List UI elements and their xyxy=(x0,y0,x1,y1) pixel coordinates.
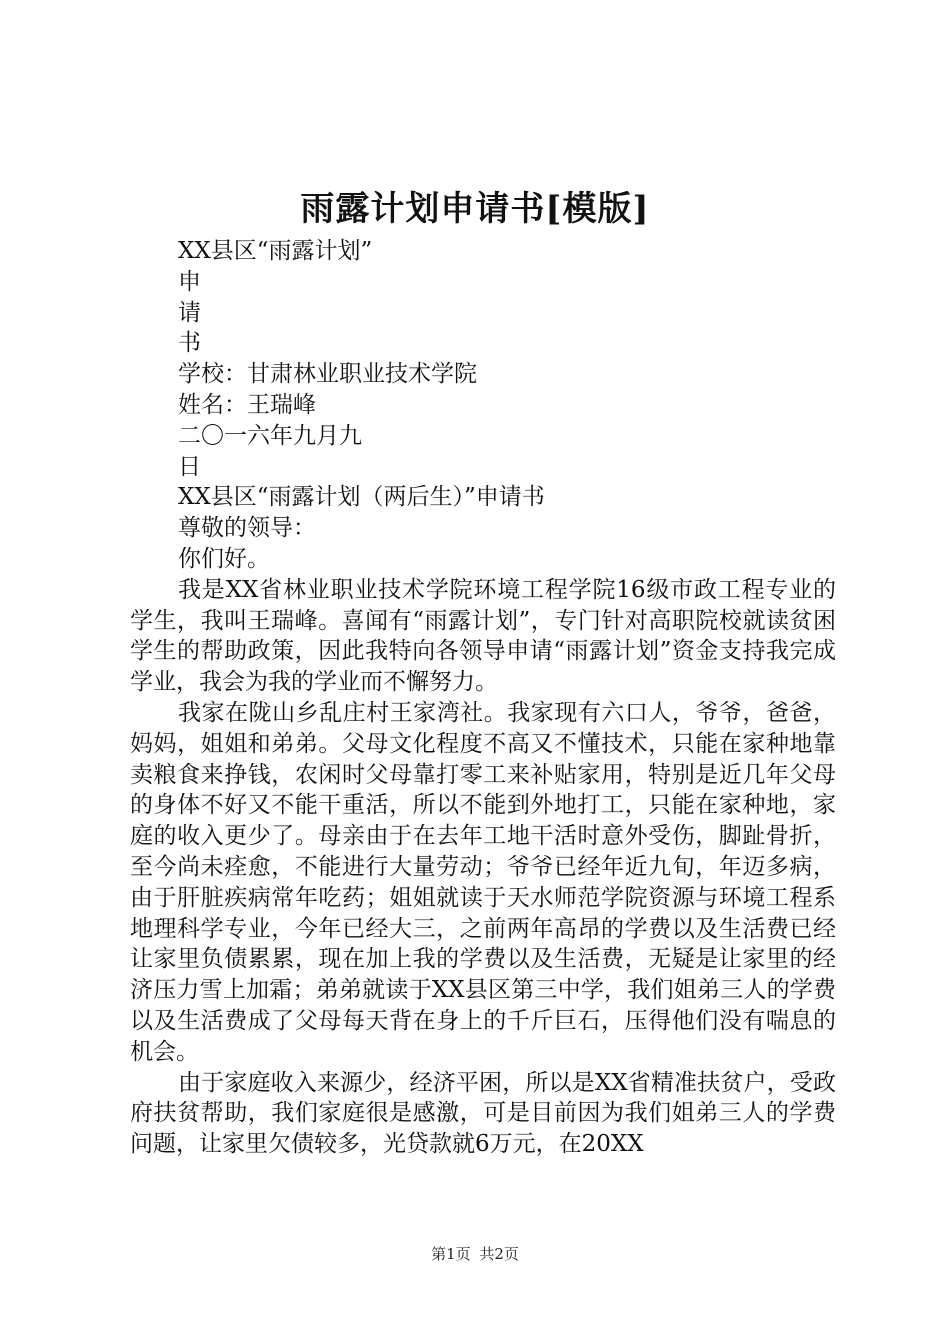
letter-heading: XX县区“雨露计划（两后生）”申请书 xyxy=(178,484,545,511)
page-number-total: 共2页 xyxy=(479,1245,519,1263)
cover-line-char-1: 申 xyxy=(178,268,201,295)
cover-line-char-2: 请 xyxy=(178,299,201,326)
cover-line-county-plan: XX县区“雨露计划” xyxy=(178,238,373,264)
cover-line-char-3: 书 xyxy=(178,330,201,357)
document-title: 雨露计划申请书[模版] xyxy=(300,189,650,229)
cover-line-school: 学校：甘肃林业职业技术学院 xyxy=(178,361,477,388)
paragraph-financial-hardship: 由于家庭收入来源少，经济平困，所以是XX省精准扶贫户，受政府扶贫帮助，我们家庭很是感激，可是目前因为我们姐弟三人的学费问题，让家里欠债较多，光贷款就6万元，在20XX xyxy=(130,1069,836,1158)
paragraph-family-situation: 我家在陇山乡乱庄村王家湾社。我家现有六口人，爷爷，爸爸，妈妈，姐姐和弟弟。父母文化程度不高又不懂技术，只能在家种地靠卖粮食来挣钱，农闲时父母靠打零工来补贴家用，特别是近几年父母的身体不好又不能干重活，所以不能到外地打工，只能在家种地，家庭的收入更少了。母亲由于在去年工地干活时意外受伤，脚趾骨折，至今尚未痊愈，不能进行大量劳动；爷爷已经年近九旬，年迈多病，由于肝脏疾病常年吃药；姐姐就读于天水师范学院资源与环境工程系地理科学专业，今年已经大三，之前两年高昂的学费以及生活费已经让家里负债累累，现在加上我的学费以及生活费，无疑是让家里的经济压力雪上加霜；弟弟就读于XX县区第三中学，我们姐弟三人的学费以及生活费成了父母每天背在身上的千斤巨石，压得他们没有喘息的机会。 xyxy=(130,699,836,1065)
cover-line-date-day: 日 xyxy=(178,453,201,480)
letter-greeting: 你们好。 xyxy=(178,545,270,572)
page-number-current: 第1页 xyxy=(431,1245,471,1263)
document-body xyxy=(130,236,836,1160)
cover-line-date: 二〇一六年九月九 xyxy=(178,422,362,449)
page-footer xyxy=(0,1243,950,1265)
letter-salutation: 尊敬的领导： xyxy=(178,515,316,542)
cover-line-name: 姓名：王瑞峰 xyxy=(178,391,316,418)
paragraph-introduction: 我是XX省林业职业技术学院环境工程学院16级市政工程专业的学生，我叫王瑞峰。喜闻有“雨露计划”，专门针对高职院校就读贫困学生的帮助政策，因此我特向各领导申请“雨露计划”资金支持我完成学业，我会为我的学业而不懈努力。 xyxy=(130,576,836,696)
